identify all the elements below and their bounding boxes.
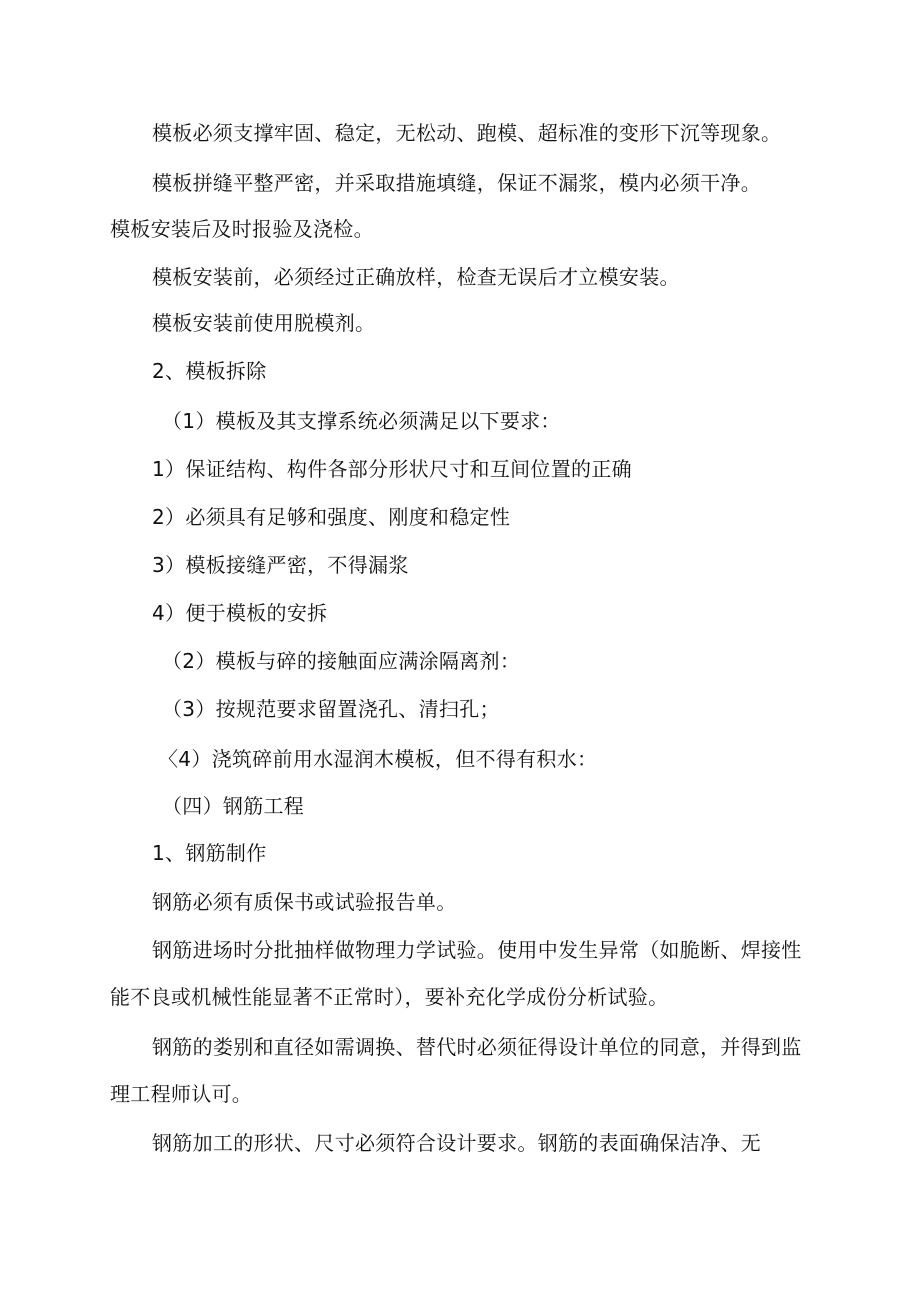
list-item: （2）模板与碎的接触面应满涂隔离剂：	[162, 649, 521, 673]
paragraph-line: 钢筋的娄别和直径如需调换、替代时必须征得设计单位的同意，并得到监	[152, 1035, 802, 1059]
list-item: 2）必须具有足够和强度、刚度和稳定性	[152, 505, 511, 529]
paragraph-line: 钢筋进场时分批抽样做物理力学试验。使用中发生异常（如脆断、焊接性	[152, 938, 802, 962]
list-item: （3）按规范要求留置浇孔、清扫孔；	[162, 697, 500, 721]
list-item: 4）便于模板的安拆	[152, 601, 328, 625]
paragraph-line: 模板必须支撑牢固、稳定，无松动、跑模、超标准的变形下沉等现象。	[152, 121, 782, 145]
paragraph-line: 模板拼缝平整严密，并采取措施填缝，保证不漏浆，模内必须干净。	[152, 171, 761, 195]
list-item: 1）保证结构、构件各部分形状尺寸和互间位置的正确	[152, 457, 632, 481]
paragraph-line: 理工程师认可。	[110, 1082, 253, 1106]
list-item: 〈4）浇筑碎前用水湿润木模板，但不得有积水：	[158, 747, 598, 771]
list-item: 3）模板接缝严密，不得漏浆	[152, 553, 409, 577]
paragraph-line: 模板安装前，必须经过正确放样，检查无误后才立模安装。	[152, 265, 680, 289]
paragraph-line: 能不良或机械性能显著不正常时），要补充化学成份分析试验。	[110, 985, 669, 1009]
list-item: （1）模板及其支撑系统必须满足以下要求：	[162, 409, 561, 433]
section-heading: （四）钢筋工程	[162, 794, 305, 818]
paragraph-line: 钢筋必须有质保书或试验报告单。	[152, 890, 457, 914]
section-heading: 1、钢筋制作	[152, 841, 267, 865]
paragraph-line: 模板安装前使用脱模剂。	[152, 311, 376, 335]
paragraph-line: 钢筋加工的形状、尺寸必须符合设计要求。钢筋的表面确保洁净、无	[152, 1131, 761, 1155]
section-heading: 2、模板拆除	[152, 359, 267, 383]
paragraph-line: 模板安装后及时报验及浇检。	[110, 217, 374, 241]
